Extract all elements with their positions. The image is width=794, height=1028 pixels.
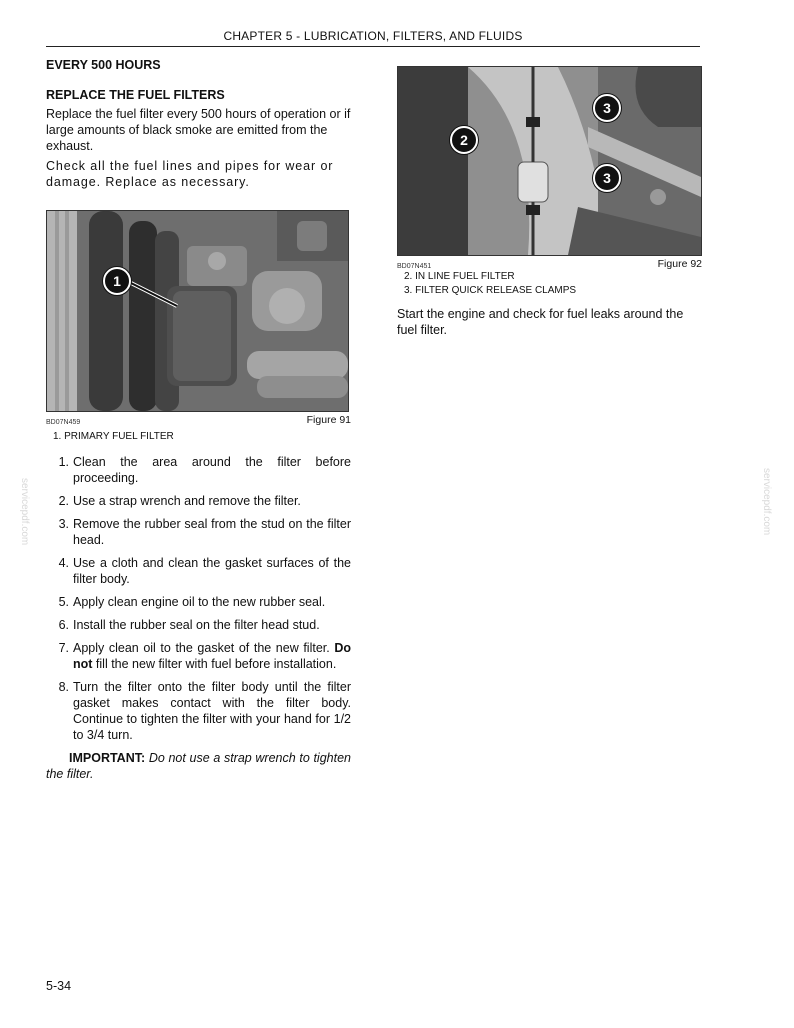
- figure-92-caption: [397, 258, 702, 270]
- step-number: 8.: [58, 680, 69, 694]
- figure-92-image-id: BD07N451: [397, 263, 432, 270]
- step-item: [46, 516, 351, 548]
- step-text: Use a cloth and clean the gasket surfaces of the filter body.: [73, 556, 351, 586]
- step-item: [46, 679, 351, 743]
- step-number: 7.: [58, 641, 69, 655]
- step-item: [46, 594, 351, 610]
- step-text-part: Apply clean oil to the gasket of the new filter.: [73, 641, 335, 655]
- step-text: [73, 640, 351, 672]
- left-column: [46, 58, 351, 782]
- callout-2: 2: [450, 126, 478, 154]
- intro-paragraph-2: Check all the fuel lines and pipes for wear or damage. Replace as necessary.: [46, 159, 334, 189]
- step-text: Turn the filter onto the filter body until the filter gasket makes contact with the filter body. Continue to tighten the filter with your hand for 1/2 to 3/4 turn.: [73, 680, 351, 742]
- step-item: [46, 454, 351, 486]
- figure-92-legend: [404, 270, 702, 298]
- step-number: 6.: [58, 618, 69, 632]
- step-text: Use a strap wrench and remove the filter.: [73, 494, 301, 508]
- step-text-emphasis: Do not: [73, 641, 351, 671]
- step-text: Clean the area around the filter before proceeding.: [73, 455, 351, 485]
- step-number: 4.: [58, 556, 69, 570]
- important-text: Do not use a strap wrench to tighten the filter.: [46, 751, 351, 781]
- step-number: 2.: [58, 494, 69, 508]
- legend-item-release-clamps: 3. FILTER QUICK RELEASE CLAMPS: [404, 285, 577, 296]
- step-item: [46, 555, 351, 587]
- watermark-right: servicepdf.com: [761, 468, 772, 536]
- page-number: 5-34: [46, 979, 72, 993]
- section-subheading: REPLACE THE FUEL FILTERS: [46, 88, 225, 102]
- important-label: IMPORTANT:: [69, 751, 146, 765]
- figure-92-label: Figure 92: [657, 258, 702, 270]
- figure-91-image-id: BD07N459: [46, 419, 81, 426]
- legend-item-in-line-filter: 2. IN LINE FUEL FILTER: [404, 271, 515, 282]
- intro-paragraph-1: Replace the fuel filter every 500 hours of operation or if large amounts of black smoke are emitted from the exhaust.: [46, 107, 351, 153]
- step-item: [46, 640, 351, 672]
- callout-3-upper: 3: [593, 94, 621, 122]
- chapter-header: CHAPTER 5 - LUBRICATION, FILTERS, AND FLUIDS: [46, 29, 700, 47]
- fuel-line-photo-illustration: [398, 67, 701, 255]
- figure-91-caption: [46, 414, 351, 426]
- engine-photo-illustration: [47, 211, 348, 411]
- step-text: Install the rubber seal on the filter head stud.: [73, 618, 320, 632]
- step-text: Apply clean engine oil to the new rubber seal.: [73, 595, 326, 609]
- step-number: 5.: [58, 595, 69, 609]
- right-column: [397, 66, 702, 338]
- watermark-left: servicepdf.com: [19, 478, 30, 546]
- closing-paragraph: Start the engine and check for fuel leaks around the fuel filter.: [397, 307, 684, 337]
- figure-91-legend: 1. PRIMARY FUEL FILTER: [53, 431, 174, 442]
- step-text-part: fill the new filter with fuel before installation.: [92, 657, 337, 671]
- important-note: [46, 750, 351, 782]
- step-number: 1.: [58, 455, 69, 469]
- figure-91-photo: [46, 210, 349, 412]
- step-text: Remove the rubber seal from the stud on the filter head.: [73, 517, 351, 547]
- step-item: [46, 617, 351, 633]
- figure-91-label: Figure 91: [306, 414, 351, 426]
- figure-92-photo: [397, 66, 702, 256]
- section-heading: EVERY 500 HOURS: [46, 58, 161, 72]
- step-item: [46, 493, 351, 509]
- procedure-steps: [46, 454, 351, 743]
- callout-1: 1: [103, 267, 131, 295]
- step-number: 3.: [58, 517, 69, 531]
- callout-3-lower: 3: [593, 164, 621, 192]
